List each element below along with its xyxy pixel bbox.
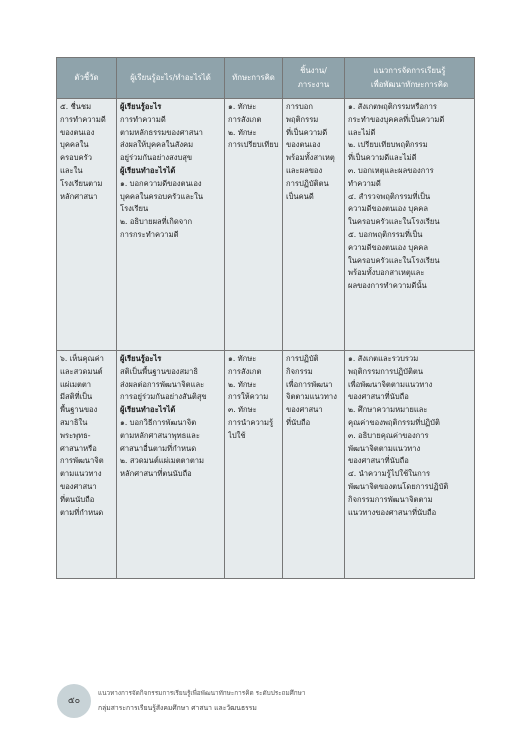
text-line: ที่นับถือ [286,417,311,427]
header-task: ชิ้นงาน/ ภาระงาน [283,58,345,99]
text-line: การปฏิบัติ [286,354,319,363]
text-line: ผลของการทำความดีนั้น [348,281,427,291]
text-line: สมาธิใน [60,417,88,427]
cell-indicator [57,99,117,351]
text-line: ที่ตนนับถือ [60,494,95,504]
text-line: ตามหลักธรรมของศาสนา [120,127,203,137]
text-line: พฤติกรรมการปฏิบัติตน [348,366,424,376]
text-line: ศาสนาหรือ [60,443,97,453]
text-line: ๓. อธิบายคุณค่าของการ [348,430,429,440]
text-line: ๑. บอกวิธีการพัฒนาจิต [120,417,197,427]
text-line: เป็นคนดี [286,191,314,201]
text-line: บุคคลใน [60,140,89,150]
text-line: ๖. เห็นคุณค่า [60,354,104,363]
text-line: ของตนเอง [286,140,321,150]
footer-subtitle: กลุ่มสาระการเรียนรู้สังคมศึกษา ศาสนา และวัฒนธรรม [98,704,257,712]
text-line: การพัฒนาจิต [60,456,104,466]
text-line: ๑. สังเกตและรวบรวม [348,354,419,363]
text-line: มีสติที่เป็น [60,392,93,402]
cell-thinking-skill [225,99,283,351]
cell-learning [117,351,225,579]
text-line: หลักศาสนา [60,191,98,201]
text-line: การกระทำความดี [120,229,179,239]
text-line: ในครอบครัวและในโรงเรียน [348,217,440,227]
text-line: ของศาสนา [286,405,323,415]
text-line: ศาสนาอื่นตามที่กำหนด [120,443,197,453]
text-line: การทำความดี [60,114,106,124]
text-line: การบอก [286,102,313,111]
text-line: บุคคลในครอบครัวและใน [120,191,204,201]
text-line: ของศาสนาที่นับถือ [348,392,409,402]
text-line: ในครอบครัวและในโรงเรียน [348,255,440,265]
text-line: การนำความรู้ [228,417,274,427]
text-line: เพื่อพัฒนาจิตตามแนวทาง [348,379,433,389]
text-line: เพื่อการพัฒนา [286,379,333,389]
header-learning: ผู้เรียนรู้อะไร/ทำอะไรได้ [117,58,225,99]
text-line: ตามที่กำหนด [60,507,104,517]
text-line: ๒. ทักษะ [228,379,257,389]
text-line: ที่เป็นความดีและไม่ดี [348,153,417,163]
text-line: ๑. บอกความดีของตนเอง [120,178,202,188]
text-line: การอยู่ร่วมกันอย่างสันติสุข [120,392,207,402]
cell-task [283,351,345,579]
text-line: แผ่เมตตา [60,379,92,389]
text-line: อยู่ร่วมกันอย่างสงบสุข [120,153,193,163]
text-line: และไม่ดี [348,127,376,137]
text-line: ๒. ทักษะ [228,127,257,137]
text-line: ส่งผลให้บุคคลในสังคม [120,140,194,150]
text-line: และผลของ [286,165,323,175]
table-row [57,99,475,351]
text-line: ความดีของตนเอง บุคคล [348,204,429,214]
page-number: ๕๐ [67,696,81,706]
text-line: พฤติกรรม [286,114,319,124]
text-line: และใน [60,165,83,175]
text-line: พร้อมทั้งสาเหตุ [286,153,335,163]
text-line: ๒. อธิบายผลที่เกิดจาก [120,217,193,227]
text-line: การเปรียบเทียบ [228,140,279,150]
text-line: ๒. เปรียบเทียบพฤติกรรม [348,140,428,150]
text-line: ของศาสนาที่นับถือ [348,456,409,466]
text-line: ๑. ทักษะ [228,354,257,363]
header-approach: แนวการจัดการเรียนรู้ เพื่อพัฒนาทักษะการคิด [345,58,475,99]
footer-title: แนวทางการจัดกิจกรรมการเรียนรู้เพื่อพัฒนาทักษะการคิด ระดับประถมศึกษา [98,689,306,697]
text-line: ส่งผลต่อการพัฒนาจิตและ [120,379,205,389]
text-line: กิจกรรม [286,366,313,376]
text-line: จิตตามแนวทาง [286,392,337,402]
text-line: ที่เป็นความดี [286,127,328,137]
text-line: พัฒนาจิตของตนโดยการปฏิบัติ [348,481,449,491]
text-line: แนวทางของศาสนาที่นับถือ [348,507,437,517]
header-thinking-skill: ทักษะการคิด [225,58,283,99]
text-line: พัฒนาจิตตามแนวทาง [348,443,421,453]
text-line: การสังเกต [228,114,262,124]
subheading: ผู้เรียนรู้อะไร [120,102,162,111]
cell-approach [345,99,475,351]
text-line: หลักศาสนาที่ตนนับถือ [120,469,192,479]
text-line: ๒. สวดมนต์แผ่เมตตาตาม [120,456,205,466]
text-line: โรงเรียน [120,204,149,214]
text-line: ๑. สังเกตพฤติกรรมหรือการ [348,102,437,111]
curriculum-table [56,57,475,579]
text-line: ไปใช้ [228,430,246,440]
text-line: ๓. บอกเหตุและผลของการ [348,165,434,175]
text-line: ๒. ศึกษาความหมายและ [348,405,428,415]
text-line: ๔. นำความรู้ไปใช้ในการ [348,469,431,479]
text-line: กิจกรรมการพัฒนาจิตตาม [348,494,433,504]
text-line: พื้นฐานของ [60,405,98,415]
text-line: การสังเกต [228,366,262,376]
text-line: ๕. บอกพฤติกรรมที่เป็น [348,229,423,239]
text-line: สติเป็นพื้นฐานของสมาธิ [120,366,199,376]
text-line: ความดีของตนเอง บุคคล [348,242,429,252]
text-line: ๔. สำรวจพฤติกรรมที่เป็น [348,191,431,201]
cell-thinking-skill [225,351,283,579]
text-line: ๓. ทักษะ [228,405,257,415]
text-line: ๕. ชื่นชม [60,102,92,111]
text-line: คุณค่าของพฤติกรรมที่ปฏิบัติ [348,417,440,427]
text-line: โรงเรียนตาม [60,178,103,188]
text-line: ตามหลักศาสนาพุทธและ [120,430,200,440]
subheading: ผู้เรียนรู้อะไร [120,354,162,363]
cell-indicator [57,351,117,579]
subheading: ผู้เรียนทำอะไรได้ [120,405,176,415]
text-line: กระทำของบุคคลที่เป็นความดี [348,114,445,124]
cell-learning [117,99,225,351]
cell-task [283,99,345,351]
text-line: ๑. ทักษะ [228,102,257,111]
text-line: ตามแนวทาง [60,469,102,479]
text-line: การให้ความ [228,392,269,402]
text-line: การทำความดี [120,114,166,124]
text-line: การปฏิบัติตน [286,178,329,188]
text-line: ของศาสนา [60,481,97,491]
header-indicator: ตัวชี้วัด [57,58,117,99]
text-line: พร้อมทั้งบอกสาเหตุและ [348,268,425,278]
table-header-row [57,58,475,99]
subheading: ผู้เรียนทำอะไรได้ [120,165,176,175]
table-row [57,351,475,579]
text-line: พระพุทธ- [60,430,91,440]
text-line: ครอบครัว [60,153,92,163]
text-line: ทำความดี [348,178,381,188]
text-line: และสวดมนต์ [60,366,103,376]
cell-approach [345,351,475,579]
text-line: ของตนเอง [60,127,95,137]
